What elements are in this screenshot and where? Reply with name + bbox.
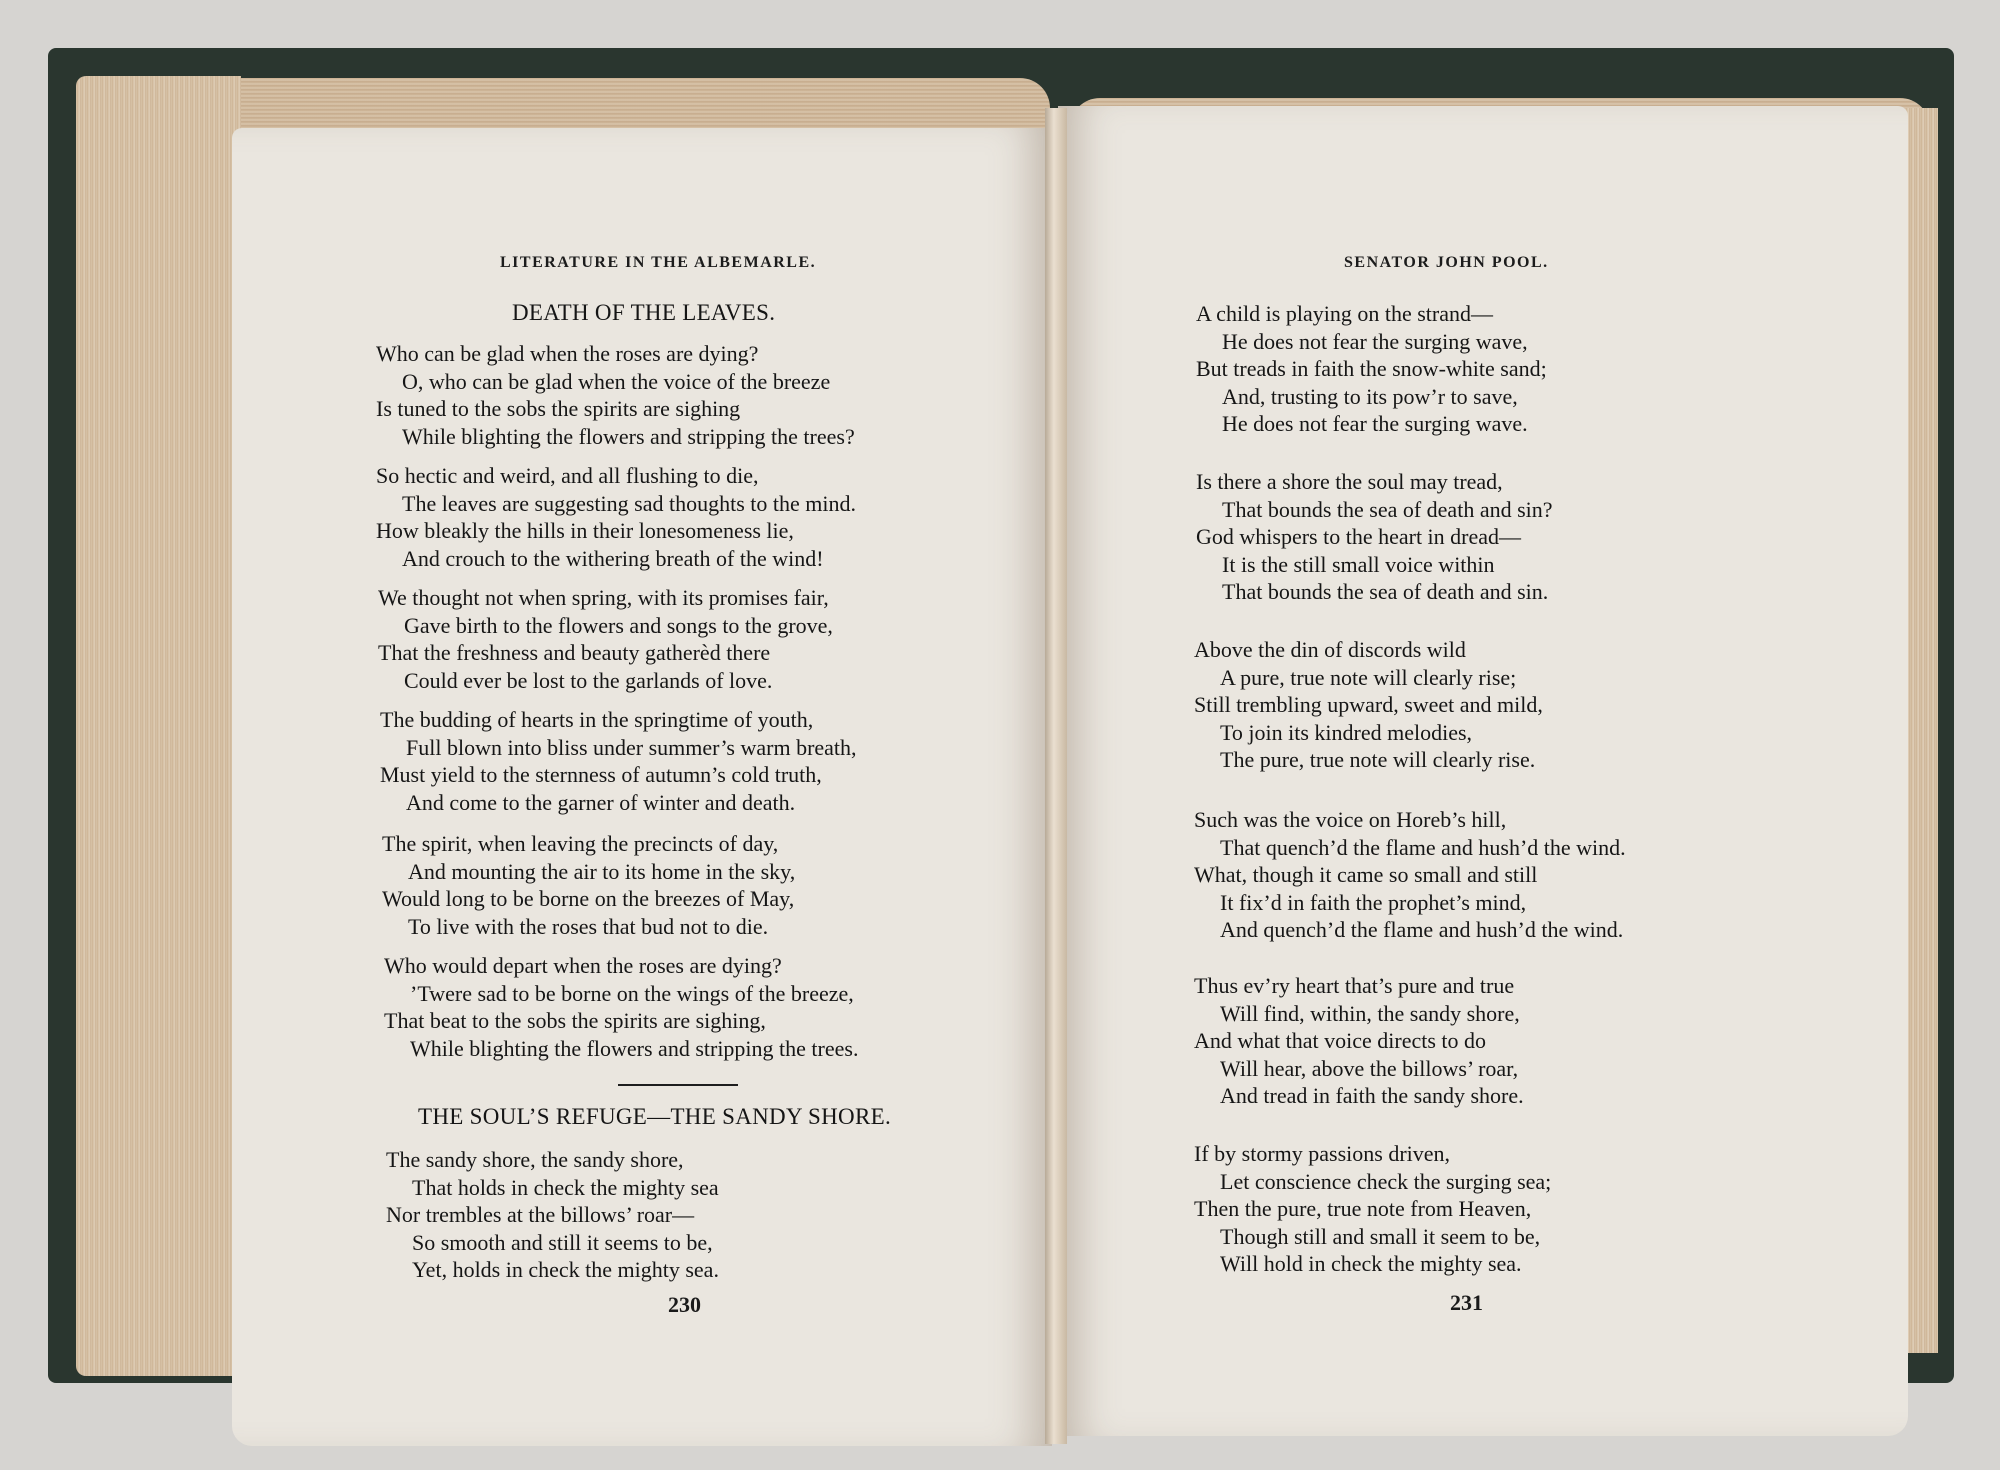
poem-line: To live with the roses that bud not to die. (408, 913, 769, 939)
fore-edge-left (76, 76, 241, 1376)
poem-line: O, who can be glad when the voice of the breeze (402, 368, 831, 394)
poem-line: The budding of hearts in the springtime of youth, (380, 707, 814, 732)
poem-title-death-of-the-leaves: DEATH OF THE LEAVES. (512, 300, 776, 325)
poem-line: And, trusting to its pow’r to save, (1222, 383, 1518, 409)
poem-line: Must yield to the sternness of autumn’s cold truth, (380, 762, 822, 787)
poem-line: Gave birth to the flowers and songs to the grove, (404, 612, 833, 638)
poem-line: While blighting the flowers and stripping the trees. (410, 1035, 859, 1061)
poem-line: That quench’d the flame and hush’d the wind. (1220, 834, 1626, 860)
left-running-head: LITERATURE IN THE ALBEMARLE. (500, 254, 817, 271)
poem-line: Still trembling upward, sweet and mild, (1194, 692, 1543, 717)
poem-line: A pure, true note will clearly rise; (1220, 664, 1517, 690)
poem-line: To join its kindred melodies, (1220, 719, 1473, 745)
right-stanza-3 (1194, 636, 1543, 774)
poem-line: And come to the garner of winter and death. (406, 789, 796, 815)
book-gutter (1045, 108, 1067, 1444)
poem-line: Let conscience check the surging sea; (1220, 1168, 1552, 1194)
right-stanza-5 (1194, 972, 1524, 1110)
poem-line: Full blown into bliss under summer’s warm breath, (406, 734, 857, 760)
page-number-left: 230 (668, 1292, 701, 1317)
poem-line: It fix’d in faith the prophet’s mind, (1220, 889, 1527, 915)
right-running-head: SENATOR JOHN POOL. (1344, 254, 1549, 271)
poem-line: Will find, within, the sandy shore, (1220, 1000, 1520, 1026)
poem-line: Who can be glad when the roses are dying? (376, 341, 759, 366)
poem-line: If by stormy passions driven, (1194, 1141, 1451, 1166)
poem-line: Such was the voice on Horeb’s hill, (1194, 807, 1507, 832)
poem-line: Above the din of discords wild (1194, 637, 1466, 662)
poem-line: Could ever be lost to the garlands of love. (404, 667, 773, 693)
poem-line: Nor trembles at the billows’ roar— (386, 1202, 695, 1227)
poem-line: That bounds the sea of death and sin? (1222, 496, 1553, 522)
poem-line: God whispers to the heart in dread— (1196, 524, 1522, 549)
poem-line: And mounting the air to its home in the sky, (408, 858, 796, 884)
poem-line: A child is playing on the strand— (1196, 301, 1493, 326)
poem-line: He does not fear the surging wave, (1222, 328, 1528, 354)
poem-line: How bleakly the hills in their lonesomeness lie, (376, 518, 794, 543)
right-stanza-1 (1196, 300, 1547, 438)
poem-line: Is tuned to the sobs the spirits are sighing (376, 396, 741, 421)
left-stanza-7 (386, 1146, 719, 1284)
poem-line: So hectic and weird, and all flushing to die, (376, 463, 759, 488)
poem-line: The spirit, when leaving the precincts of day, (382, 831, 779, 856)
poem-line: Though still and small it seem to be, (1220, 1223, 1541, 1249)
poem-line: Will hold in check the mighty sea. (1220, 1251, 1522, 1276)
page-number-right: 231 (1450, 1290, 1483, 1315)
left-stanza-2 (376, 462, 856, 572)
poem-line: So smooth and still it seems to be, (412, 1229, 713, 1255)
poem-line: But treads in faith the snow-white sand; (1196, 356, 1547, 381)
poem-line: The sandy shore, the sandy shore, (386, 1147, 684, 1172)
left-stanza-3 (378, 584, 833, 694)
poem-line: Yet, holds in check the mighty sea. (412, 1257, 719, 1282)
poem-line: Would long to be borne on the breezes of May, (382, 886, 795, 911)
right-stanza-4 (1194, 806, 1626, 944)
poem-line: Then the pure, true note from Heaven, (1194, 1196, 1532, 1221)
left-stanza-1 (376, 340, 855, 450)
poem-line: ’Twere sad to be borne on the wings of the breeze, (410, 980, 854, 1006)
poem-line: It is the still small voice within (1222, 551, 1495, 577)
right-stanza-6 (1194, 1140, 1551, 1278)
poem-line: Is there a shore the soul may tread, (1196, 469, 1503, 494)
poem-line: We thought not when spring, with its promises fair, (378, 585, 829, 610)
poem-line: He does not fear the surging wave. (1222, 411, 1528, 436)
poem-line: Will hear, above the billows’ roar, (1220, 1055, 1519, 1081)
poem-line: What, though it came so small and still (1194, 862, 1538, 887)
poem-line: Thus ev’ry heart that’s pure and true (1194, 973, 1515, 998)
poem-line: And what that voice directs to do (1194, 1028, 1487, 1053)
poem-line: And quench’d the flame and hush’d the wind. (1220, 917, 1624, 942)
poem-line: The pure, true note will clearly rise. (1220, 747, 1536, 772)
poem-line: And tread in faith the sandy shore. (1220, 1083, 1524, 1108)
section-divider-rule (618, 1084, 738, 1086)
left-stanza-5 (382, 830, 795, 940)
left-stanza-4 (380, 706, 857, 816)
poem-line: That beat to the sobs the spirits are sighing, (384, 1008, 766, 1033)
poem-line: That holds in check the mighty sea (412, 1174, 719, 1200)
poem-line: The leaves are suggesting sad thoughts to the mind. (402, 490, 856, 516)
poem-line: And crouch to the withering breath of the wind! (402, 545, 824, 571)
poem-line: Who would depart when the roses are dying? (384, 953, 782, 978)
poem-line: While blighting the flowers and stripping the trees? (402, 423, 855, 449)
poem-line: That bounds the sea of death and sin. (1222, 579, 1549, 604)
right-stanza-2 (1196, 468, 1553, 606)
poem-title-souls-refuge: THE SOUL’S REFUGE—THE SANDY SHORE. (418, 1104, 891, 1129)
poem-line: That the freshness and beauty gatherèd there (378, 640, 771, 665)
left-stanza-6 (384, 952, 858, 1062)
